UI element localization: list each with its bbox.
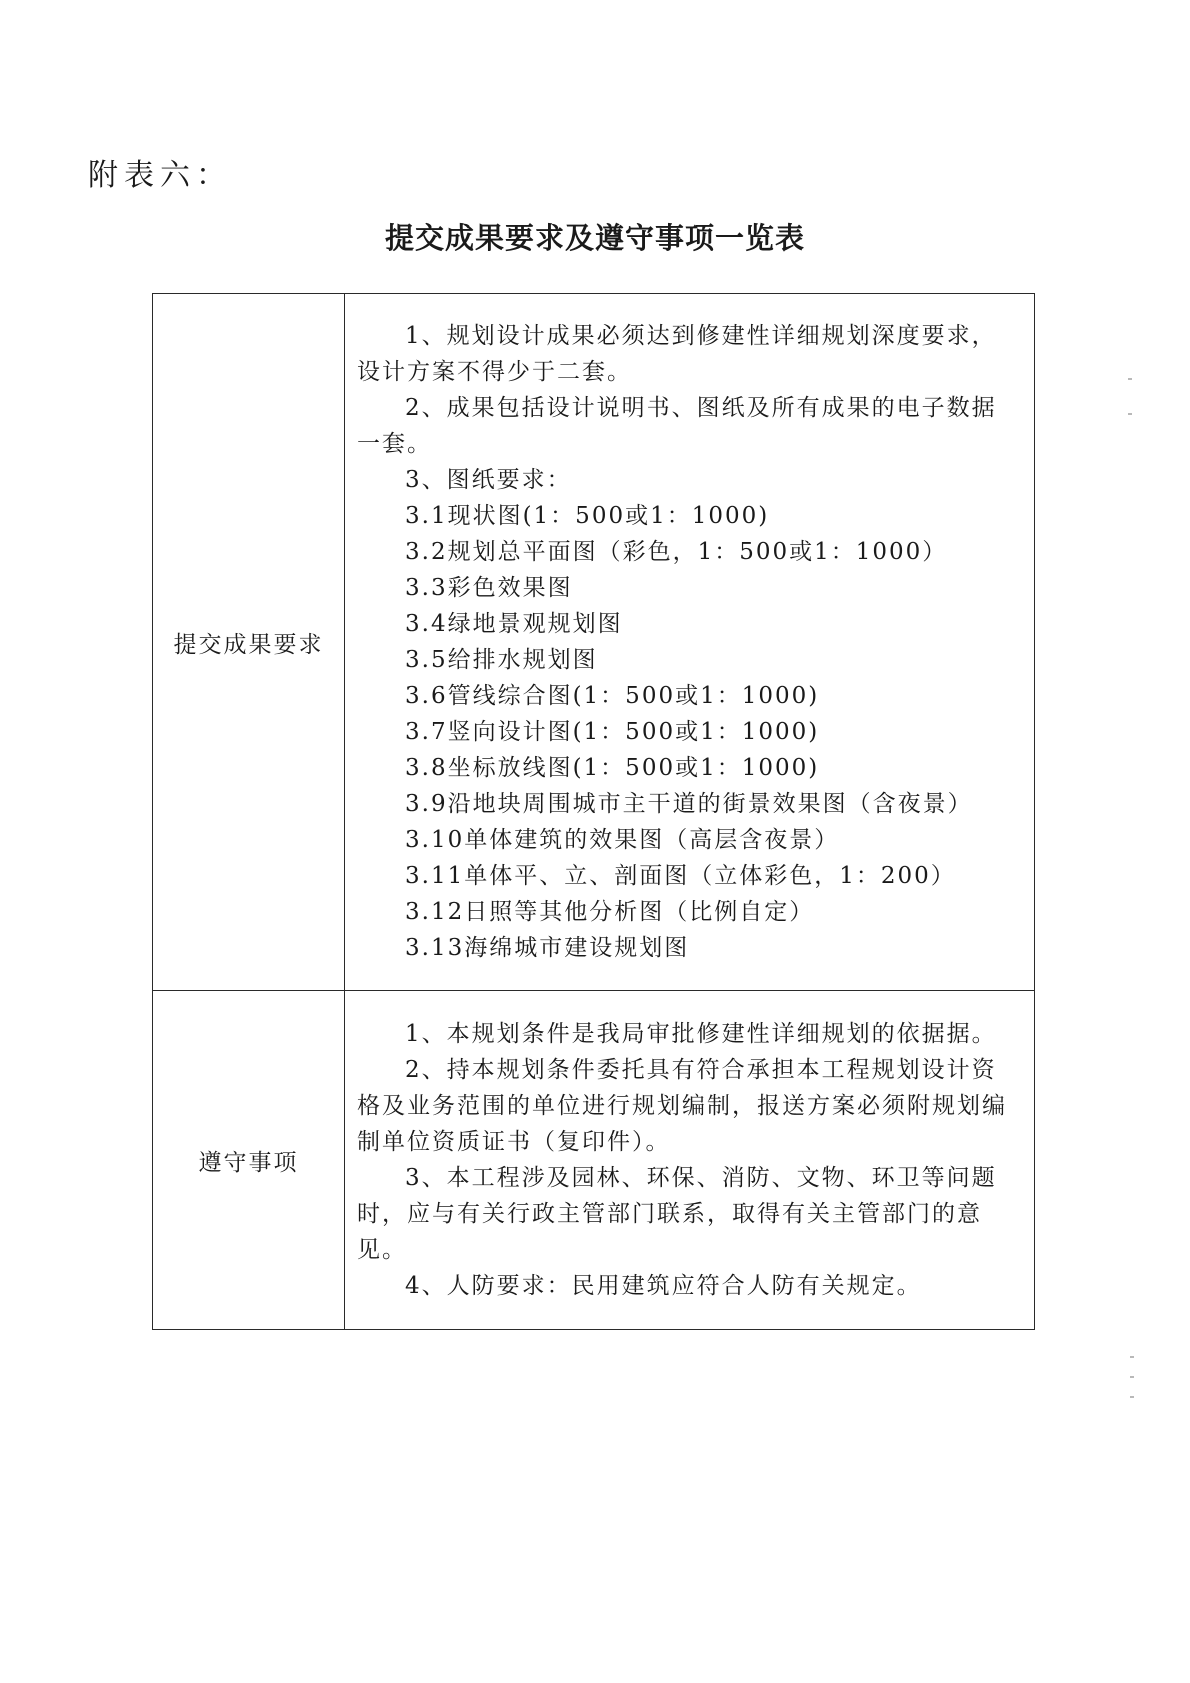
- requirements-table: [152, 293, 1035, 1330]
- scan-speck: [1130, 1396, 1134, 1398]
- list-item: 3.7竖向设计图(1：500或1：1000): [405, 719, 820, 745]
- list-item: 4、人防要求：民用建筑应符合人防有关规定。: [405, 1273, 922, 1299]
- list-item: 3.6管线综合图(1：500或1：1000): [405, 683, 820, 709]
- document-title: 提交成果要求及遵守事项一览表: [384, 221, 805, 255]
- list-item: 3.9沿地块周围城市主干道的街景效果图（含夜景）: [405, 791, 973, 817]
- table-row-deliverables: [153, 294, 1035, 991]
- list-item: 3.10单体建筑的效果图（高层含夜景）: [405, 827, 840, 853]
- list-item: 3.1现状图(1：500或1：1000): [405, 503, 770, 529]
- compliance-content: [345, 991, 1035, 1330]
- row-label-deliverables: 提交成果要求: [153, 294, 345, 991]
- scan-speck: [1130, 1356, 1134, 1358]
- list-item: 3.2规划总平面图（彩色，1：500或1：1000）: [405, 539, 948, 565]
- list-item: 1、本规划条件是我局审批修建性详细规划的依据据。: [405, 1021, 997, 1047]
- list-item: 1、规划设计成果必须达到修建性详细规划深度要求，设计方案不得少于二套。: [357, 323, 997, 385]
- list-item: 3、本工程涉及园林、环保、消防、文物、环卫等问题时，应与有关行政主管部门联系，取得有关主管部门的意见。: [357, 1165, 997, 1263]
- list-item: 3.3彩色效果图: [405, 575, 573, 601]
- list-item: 3.4绿地景观规划图: [405, 611, 623, 637]
- list-item: 3.12日照等其他分析图（比例自定）: [405, 899, 815, 925]
- list-item: 3.11单体平、立、剖面图（立体彩色，1：200）: [405, 863, 956, 889]
- row-label-compliance: 遵守事项: [153, 991, 345, 1330]
- list-item: 3.13海绵城市建设规划图: [405, 935, 690, 961]
- list-item: 3、图纸要求：: [405, 467, 572, 493]
- list-item: 3.8坐标放线图(1：500或1：1000): [405, 755, 820, 781]
- deliverables-content: [345, 294, 1035, 991]
- scan-speck: [1130, 1376, 1134, 1378]
- list-item: 2、成果包括设计说明书、图纸及所有成果的电子数据一套。: [357, 395, 997, 457]
- table-row-compliance: [153, 991, 1035, 1330]
- scan-speck: [1128, 378, 1132, 380]
- list-item: 3.5给排水规划图: [405, 647, 598, 673]
- scan-speck: [1128, 413, 1132, 415]
- appendix-label: 附表六：: [88, 158, 232, 193]
- list-item: 2、持本规划条件委托具有符合承担本工程规划设计资格及业务范围的单位进行规划编制，报送方案必须附规划编制单位资质证书（复印件）。: [357, 1057, 1007, 1155]
